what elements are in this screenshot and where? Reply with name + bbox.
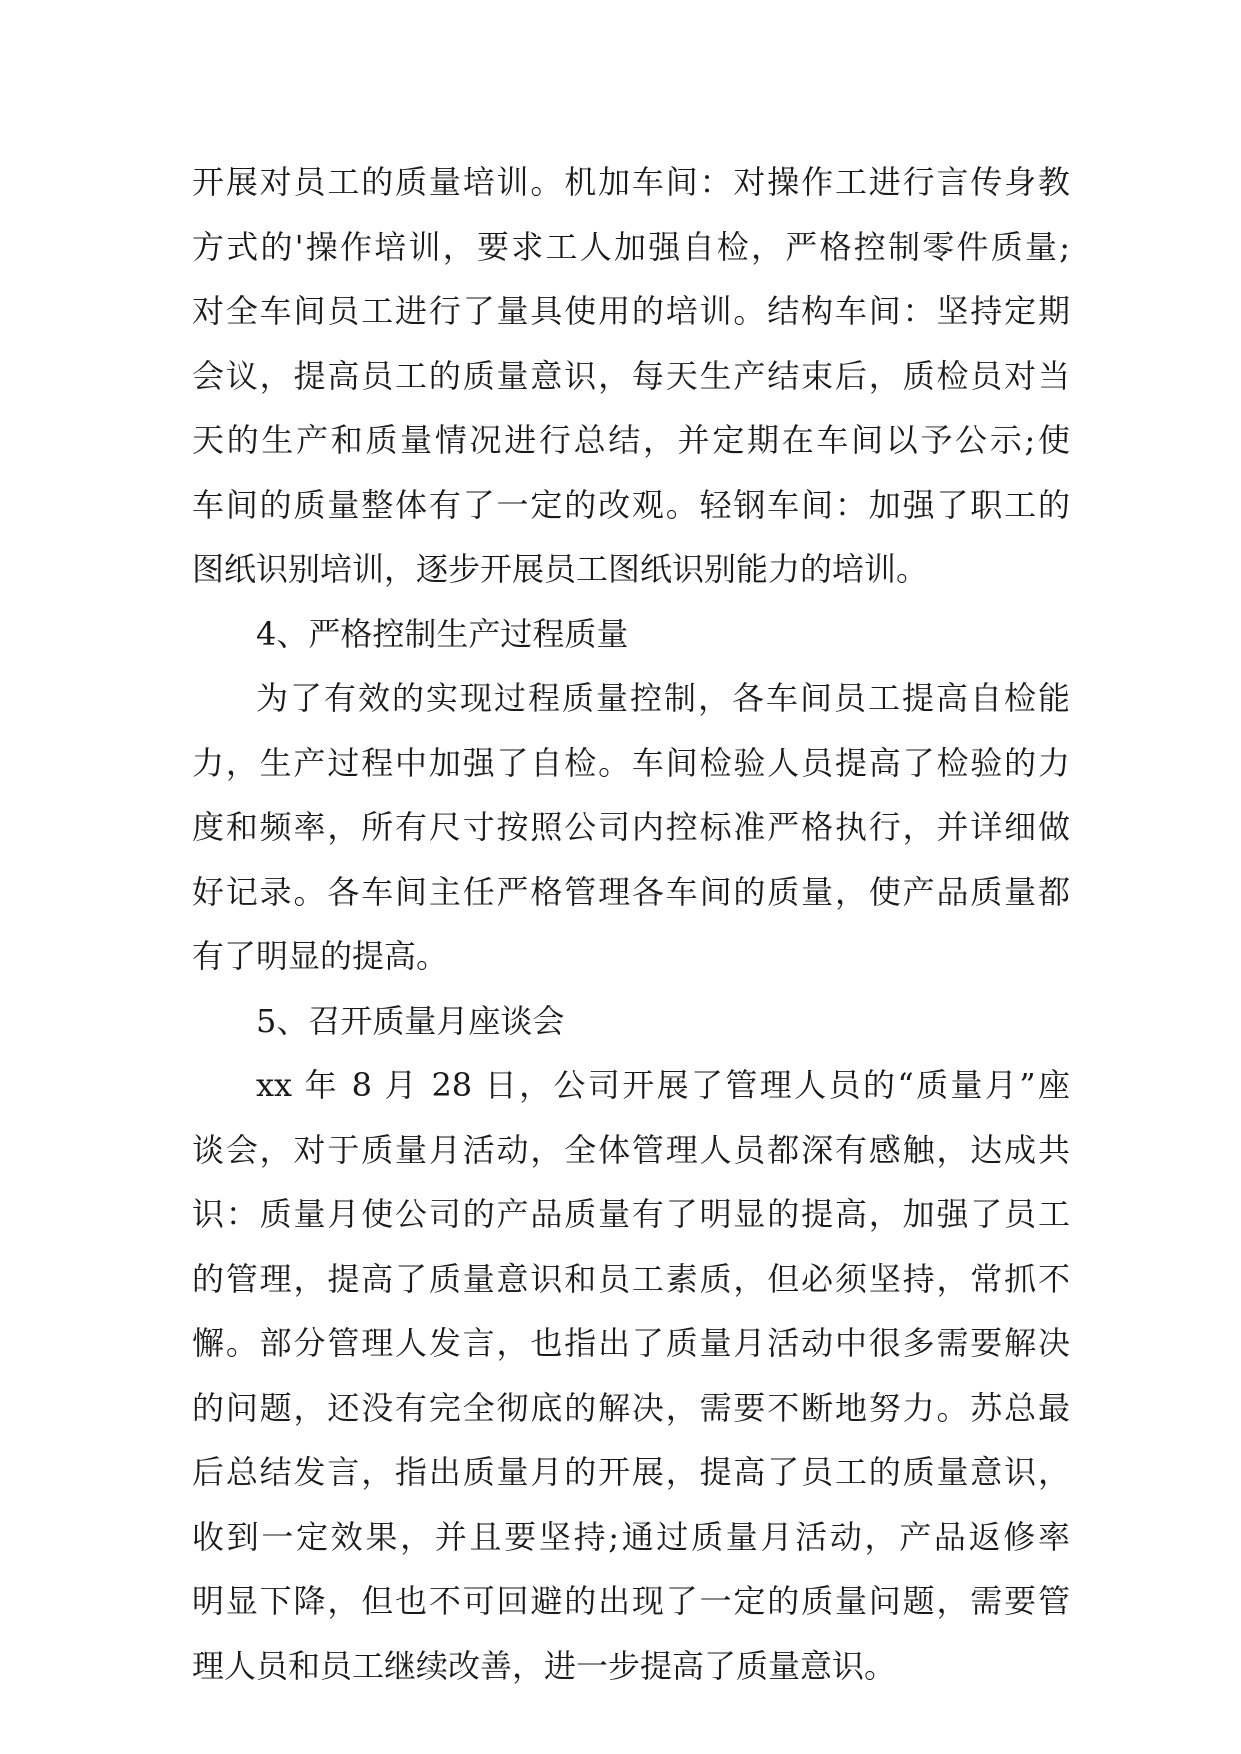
section-heading-5 [192, 989, 1070, 1054]
text-line: 明显下降，但也不可回避的出现了一定的质量问题，需要管 [192, 1582, 1070, 1620]
heading-line: 5、召开质量月座谈会 [256, 1001, 565, 1040]
section-heading-4 [192, 602, 1070, 667]
text-line: 图纸识别培训，逐步开展员工图纸识别能力的培训。 [192, 550, 929, 588]
text-line: 开展对员工的质量培训。机加车间：对操作工进行言传身教 [192, 163, 1070, 201]
text-line: 会议，提高员工的质量意识，每天生产结束后，质检员对当 [192, 356, 1070, 395]
text-line: xx 年 8 月 28 日，公司开展了管理人员的“质量月”座 [256, 1066, 1070, 1104]
paragraph-process-control [192, 666, 1070, 989]
text-line: 理人员和员工继续改善，进一步提高了质量意识。 [192, 1646, 897, 1685]
document-body [192, 150, 1070, 1698]
paragraph-quality-month-meeting [192, 1053, 1070, 1698]
text-line: 有了明显的提高。 [192, 937, 449, 975]
text-line: 度和频率，所有尺寸按照公司内控标准严格执行，并详细做 [192, 808, 1070, 846]
text-line: 好记录。各车间主任严格管理各车间的质量，使产品质量都 [192, 872, 1070, 911]
text-line: 收到一定效果，并且要坚持;通过质量月活动，产品返修率 [192, 1517, 1070, 1556]
text-line: 力，生产过程中加强了自检。车间检验人员提高了检验的力 [192, 743, 1070, 782]
text-line: 对全车间员工进行了量具使用的培训。结构车间：坚持定期 [192, 292, 1070, 330]
text-line: 识：质量月使公司的产品质量有了明显的提高，加强了员工 [192, 1195, 1070, 1233]
text-line: 的问题，还没有完全彻底的解决，需要不断地努力。苏总最 [192, 1388, 1070, 1427]
heading-line: 4、严格控制生产过程质量 [256, 614, 629, 653]
text-line: 方式的'操作培训，要求工人加强自检，严格控制零件质量; [192, 227, 1070, 266]
text-line: 懈。部分管理人发言，也指出了质量月活动中很多需要解决 [192, 1324, 1070, 1362]
text-line: 后总结发言，指出质量月的开展，提高了员工的质量意识， [192, 1453, 1070, 1491]
text-line: 天的生产和质量情况进行总结，并定期在车间以予公示;使 [192, 421, 1070, 459]
text-line: 谈会，对于质量月活动，全体管理人员都深有感触，达成共 [192, 1130, 1070, 1169]
text-line: 车间的质量整体有了一定的改观。轻钢车间：加强了职工的 [192, 485, 1070, 524]
text-line: 为了有效的实现过程质量控制，各车间员工提高自检能 [256, 679, 1070, 717]
text-line: 的管理，提高了质量意识和员工素质，但必须坚持，常抓不 [192, 1259, 1070, 1298]
paragraph-training [192, 150, 1070, 602]
